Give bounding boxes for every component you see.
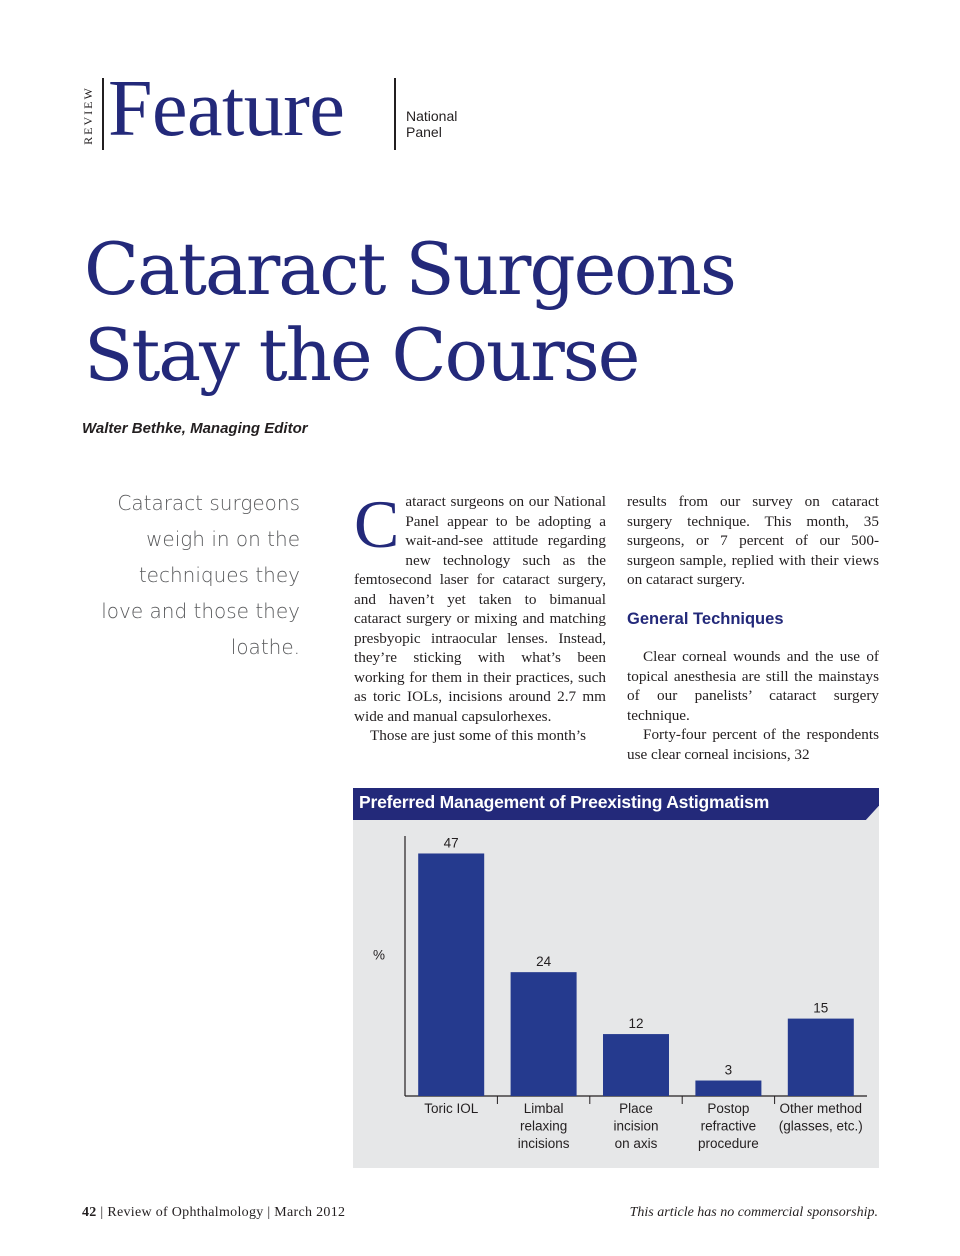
x-tick-label-line: incisions — [517, 1136, 570, 1151]
x-tick-label-line: procedure — [698, 1136, 759, 1151]
drop-cap: C — [354, 486, 400, 562]
x-tick-label-line: Place — [619, 1101, 653, 1116]
x-tick-label-line: incision — [613, 1118, 659, 1134]
chart-title: Preferred Management of Preexisting Astigmatism — [359, 792, 770, 812]
body-paragraph-2: Those are just some of this month’s — [370, 727, 586, 744]
feature-heading: Feature — [108, 65, 345, 153]
section-tag: National Panel — [406, 108, 458, 140]
x-tick-label-line: Limbal — [523, 1101, 564, 1116]
sponsorship-note: This article has no commercial sponsorship. — [629, 1205, 878, 1220]
body-paragraph-1 — [354, 486, 606, 726]
x-tick-label — [613, 1101, 658, 1151]
issue-date: March 2012 — [274, 1205, 346, 1220]
astigmatism-chart — [353, 788, 879, 1168]
body-paragraph-4: Forty-four percent of the respondents use clear corneal incisions, 32 — [627, 726, 879, 763]
headline-line-2: Stay the Course — [84, 313, 639, 397]
x-tick-label-line: Toric IOL — [424, 1101, 479, 1116]
folio-separator-1: | — [100, 1205, 108, 1220]
bar-value-label: 47 — [443, 835, 459, 851]
x-tick-label-line: relaxing — [519, 1118, 568, 1134]
publication-name: Review of Ophthalmology — [107, 1205, 264, 1220]
bar-value-label: 3 — [724, 1062, 733, 1078]
x-tick-label-line: refractive — [700, 1118, 757, 1134]
x-tick-label — [779, 1101, 863, 1134]
bar-value-label: 12 — [628, 1016, 644, 1032]
x-tick-label — [424, 1101, 479, 1116]
subhead-general-techniques: General Techniques — [627, 609, 784, 628]
x-tick-label-line: on axis — [614, 1136, 658, 1151]
article-deck: Cataract surgeons weigh in on the techniques they love and those they loathe. — [101, 491, 300, 659]
folio-separator-2: | — [267, 1205, 275, 1220]
byline: Walter Bethke, Managing Editor — [82, 420, 308, 437]
page-number: 42 — [82, 1205, 97, 1220]
x-tick-label-line: Other method — [779, 1101, 863, 1116]
bar — [511, 972, 577, 1096]
masthead-divider-right — [394, 78, 396, 150]
x-tick-label-line: Postop — [707, 1101, 750, 1116]
bar — [695, 1081, 761, 1096]
footer-folio — [82, 1205, 345, 1221]
body-paragraph-3: Clear corneal wounds and the use of topical anesthesia are still the mainstays of our panelists’ cataract surgery technique. — [627, 648, 879, 724]
masthead-divider-left — [102, 78, 104, 150]
chart-plot — [353, 788, 879, 1168]
bar — [788, 1019, 854, 1096]
body-paragraph-2-continued: results from our survey on cataract surgery technique. This month, 35 surgeons, or 7 percent of our 500-surgeon sample, replied with their views on cataract surgery. — [627, 493, 879, 588]
bar-value-label: 15 — [813, 1000, 829, 1016]
x-tick-label — [698, 1101, 759, 1151]
bar-value-label: 24 — [536, 954, 552, 970]
bar — [603, 1034, 669, 1096]
x-tick-label-line: (glasses, etc.) — [778, 1118, 863, 1134]
body-column-1 — [354, 486, 606, 746]
y-axis-label: % — [372, 947, 386, 963]
headline-line-1: Cataract Surgeons — [84, 227, 735, 311]
article-headline — [84, 226, 864, 398]
body-column-2 — [627, 492, 879, 764]
bar — [418, 853, 484, 1096]
paragraph-1-text: ataract surgeons on our National Panel appear to be adopting a wait-and-see attitude regarding new technology such as the femtosecond laser for cataract surgery, and haven’t yet taken to bimanual cataract surgery or mixing and matching presbyopic intraocular lenses. Instead, they’re sticking with what’s been working for them in their practices, such as toric IOLs, incisions around 2.7 mm wide and manual capsulorhexes. — [354, 493, 606, 725]
x-tick-label — [518, 1101, 570, 1151]
review-label-text: REVIEW — [80, 85, 95, 145]
review-vertical-label — [78, 80, 98, 150]
